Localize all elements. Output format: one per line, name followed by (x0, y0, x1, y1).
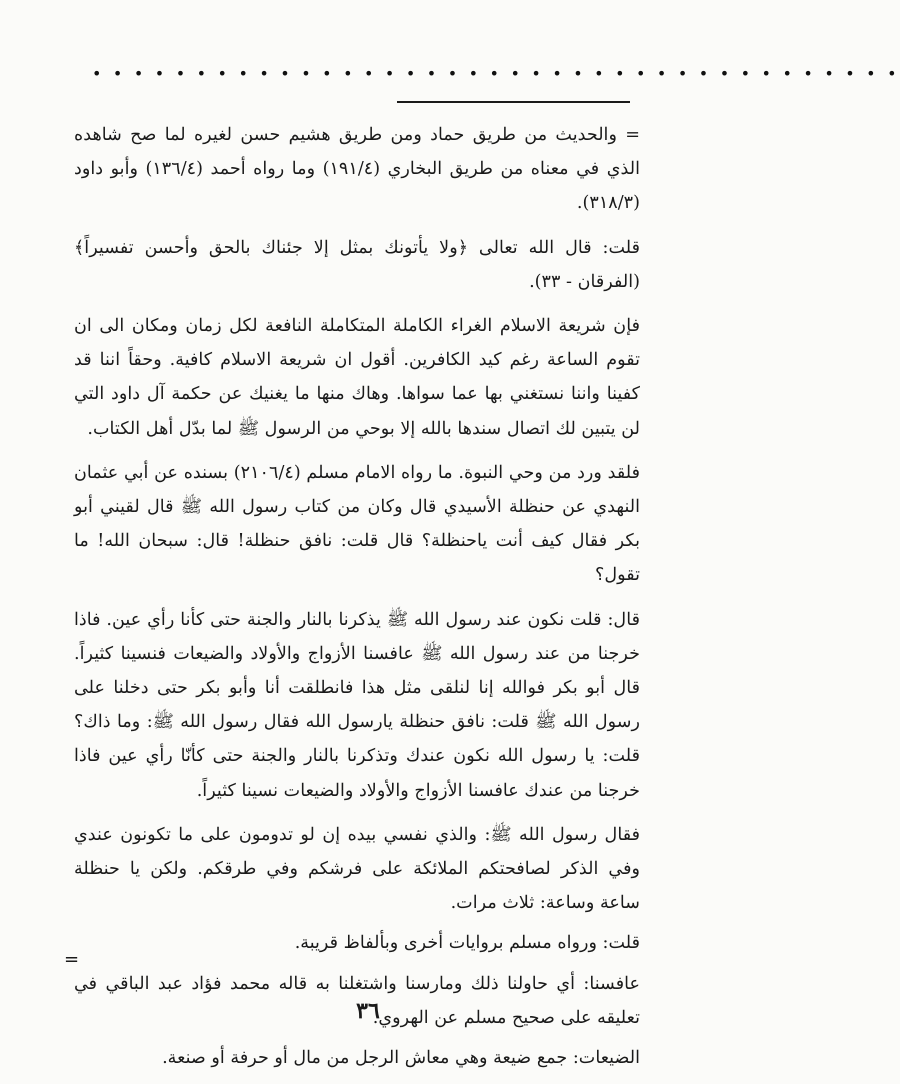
footnote-separator-rule (397, 101, 630, 103)
paragraph-other-narrations: قلت: ورواه مسلم بروايات أخرى وبألفاظ قريبة. (294, 933, 640, 954)
page-number: ٣٦ (356, 998, 380, 1024)
paragraph-definition-dayaat: الضيعات: جمع ضيعة وهي معاش الرجل من مال أو حرفة أو صنعة. (162, 1048, 640, 1069)
paragraph-hadith-sources: = والحديث من طريق حماد ومن طريق هشيم حسن لغيره لما صح شاهده الذي في معناه من طريق البخاري (١٩١/٤) وما رواه أحمد (١٣٦/٤) وأبو داود (٣١٨/٣). (74, 125, 640, 214)
paragraph-definition-afasna: عافسنا: أي حاولنا ذلك ومارسنا واشتغلنا به قاله محمد فؤاد عبد الباقي في تعليقه على صحيح مسلم عن الهروي. (74, 973, 640, 1028)
paragraph-prophet-reply: فقال رسول الله ﷺ: والذي نفسي بيده إن لو تدومون على ما تكونون عندي وفي الذكر لصافحتكم الملائكة على فرشكم وفي طرقكم. ولكن يا حنظلة ساعة وساعة: ثلاث مرات. (74, 824, 640, 914)
paragraph-sharia-sufficiency: فإن شريعة الاسلام الغراء الكاملة المتكاملة النافعة لكل زمان ومكان الى ان تقوم الساعة رغم كيد الكافرين. أقول ان شريعة الاسلام كافية. وحقاً اننا قد كفينا واننا نستغني بها عما سواها. وهاك منها ما يغنيك عن حكمة آل داود التي لن يتبين لك اتصال سندها بالله إلا بوحي من الرسول ﷺ لما بدّل أهل الكتاب. (74, 316, 640, 439)
body-text (74, 118, 640, 1081)
continuation-mark: = (64, 949, 80, 970)
header-dotted-line: • • • • • • • • • • • • • • • • • • • • • • • • • • • • • • • • • • • • • • • (92, 64, 900, 83)
paragraph-quran-verse: قلت: قال الله تعالى ﴿ولا يأتونك بمثل إلا جئناك بالحق وأحسن تفسيراً﴾ (الفرقان - ٣٣). (74, 237, 640, 292)
paragraph-muslim-narration: فلقد ورد من وحي النبوة. ما رواه الامام مسلم (٢١٠٦/٤) بسنده عن أبي عثمان النهدي عن حنظلة الأسيدي قال وكان من كتاب رسول الله ﷺ قال لقيني أبو بكر فقال كيف أنت ياحنظلة؟ قال قلت: نافق حنظلة! قال: سبحان الله! ما تقول؟ (74, 462, 640, 586)
paragraph-hanzala-dialogue: قال: قلت نكون عند رسول الله ﷺ يذكرنا بالنار والجنة حتى كأنا رأي عين. فاذا خرجنا من عند رسول الله ﷺ عافسنا الأزواج والأولاد والضيعات فنسينا كثيراً. قال أبو بكر فوالله إنا لنلقى مثل هذا فانطلقت أنا وأبو بكر حتى دخلنا على رسول الله ﷺ قلت: نافق حنظلة يارسول الله فقال رسول الله ﷺ: وما ذاك؟ قلت: يا رسول الله نكون عندك وتذكرنا بالنار والجنة حتى كأنّا رأي عين فاذا خرجنا من عندك عافسنا الأزواج والأولاد والضيعات نسينا كثيراً. (74, 609, 640, 801)
